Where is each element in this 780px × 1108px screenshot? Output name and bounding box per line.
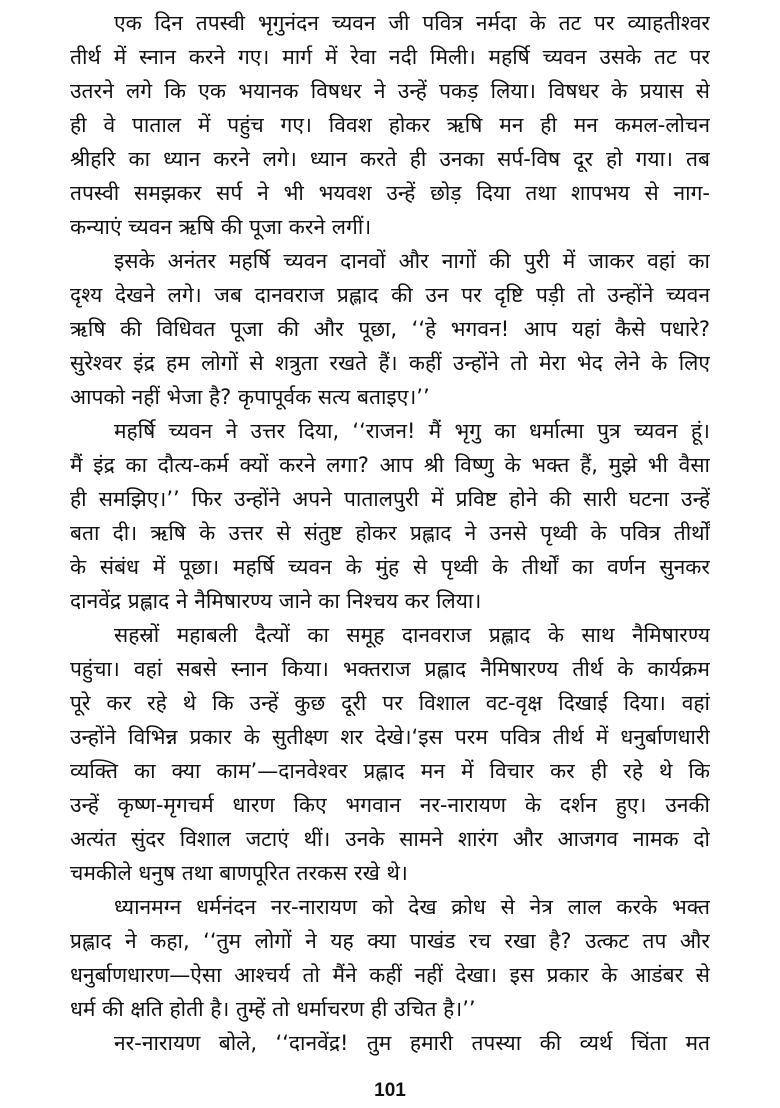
text-line: कन्याएं च्यवन ऋषि की पूजा करने लगीं।: [70, 215, 372, 239]
text-line: मैं इंद्र का दौत्य-कर्म क्यों करने लगा? आप श्री विष्णु के भक्त हैं, मुझे भी वैसा: [70, 453, 710, 477]
text-line: सुरेश्वर इंद्र हम लोगों से शत्रुता रखते हैं। कहीं उन्होंने तो मेरा भेद लेने के लिए: [70, 351, 710, 375]
text-line: उतरने लगे कि एक भयानक विषधर ने उन्हें पकड़ लिया। विषधर के प्रयास से: [70, 79, 710, 103]
text-line: ऋषि की विधिवत पूजा की और पूछा, ‘‘हे भगवन! आप यहां कैसे पधारे?: [70, 317, 710, 341]
text-line: चमकीले धनुष तथा बाणपूरित तरकस रखे थे।: [70, 861, 408, 885]
text-line: पहुंचा। वहां सबसे स्नान किया। भक्तराज प्रह्लाद नैमिषारण्य तीर्थ के कार्यक्रम: [70, 657, 710, 681]
text-line: बता दी। ऋषि के उत्तर से संतुष्ट होकर प्रह्लाद ने उनसे पृथ्वी के पवित्र तीर्थों: [70, 521, 710, 545]
text-line: ही समझिए।’’ फिर उन्होंने अपने पातालपुरी में प्रविष्ट होने की सारी घटना उन्हें: [70, 487, 710, 511]
text-line: के संबंध में पूछा। महर्षि च्यवन के मुंह से पृथ्वी के तीर्थों का वर्णन सुनकर: [70, 555, 710, 579]
text-line: प्रह्लाद ने कहा, ‘‘तुम लोगों ने यह क्या पाखंड रच रखा है? उत्कट तप और: [70, 929, 710, 953]
text-line: ध्यानमग्न धर्मनंदन नर-नारायण को देख क्रोध से नेत्र लाल करके भक्त: [114, 895, 710, 919]
text-line: इसके अनंतर महर्षि च्यवन दानवों और नागों की पुरी में जाकर वहां का: [114, 249, 710, 273]
text-line: उन्होंने विभिन्न प्रकार के सुतीक्ष्ण शर देखे।‘इस परम पवित्र तीर्थ में धनुर्बाणधारी: [70, 725, 710, 749]
text-line: दानवेंद्र प्रह्लाद ने नैमिषारण्य जाने का निश्चय कर लिया।: [70, 589, 482, 613]
text-line: आपको नहीं भेजा है? कृपापूर्वक सत्य बताइए।’’: [70, 385, 430, 409]
text-line: धर्म की क्षति होती है। तुम्हें तो धर्माचरण ही उचित है।’’: [70, 997, 476, 1021]
text-line: दृश्य देखने लगे। जब दानवराज प्रह्लाद की उन पर दृष्टि पड़ी तो उन्होंने च्यवन: [70, 283, 710, 307]
text-line: ही वे पाताल में पहुंच गए। विवश होकर ऋषि मन ही मन कमल-लोचन: [70, 113, 710, 137]
text-line: महर्षि च्यवन ने उत्तर दिया, ‘‘राजन! मैं भृगु का धर्मात्मा पुत्र च्यवन हूं।: [114, 419, 710, 443]
text-line: व्यक्ति का क्या काम’—दानवेश्वर प्रह्लाद मन में विचार कर ही रहे थे कि: [70, 759, 710, 783]
page-number: 101: [374, 1080, 406, 1101]
text-line: धनुर्बाणधारण—ऐसा आश्चर्य तो मैंने कहीं नहीं देखा। इस प्रकार के आडंबर से: [70, 963, 710, 987]
book-page: [70, 0, 710, 1108]
text-line: अत्यंत सुंदर विशाल जटाएं थीं। उनके सामने शारंग और आजगव नामक दो: [70, 827, 710, 851]
text-line: श्रीहरि का ध्यान करने लगे। ध्यान करते ही उनका सर्प-विष दूर हो गया। तब: [70, 147, 710, 171]
text-line: तपस्वी समझकर सर्प ने भी भयवश उन्हें छोड़ दिया तथा शापभय से नाग-: [70, 181, 710, 205]
text-line: उन्हें कृष्ण-मृगचर्म धारण किए भगवान नर-नारायण के दर्शन हुए। उनकी: [70, 793, 710, 817]
text-line: एक दिन तपस्वी भृगुनंदन च्यवन जी पवित्र नर्मदा के तट पर व्याहतीश्वर: [114, 11, 710, 35]
text-line: नर-नारायण बोले, ‘‘दानवेंद्र! तुम हमारी तपस्या की व्यर्थ चिंता मत: [114, 1031, 710, 1055]
text-line: पूरे कर रहे थे कि उन्हें कुछ दूरी पर विशाल वट-वृक्ष दिखाई दिया। वहां: [70, 691, 710, 715]
text-line: सहस्रों महाबली दैत्यों का समूह दानवराज प्रह्लाद के साथ नैमिषारण्य: [114, 623, 710, 647]
text-line: तीर्थ में स्नान करने गए। मार्ग में रेवा नदी मिली। महर्षि च्यवन उसके तट पर: [70, 45, 710, 69]
